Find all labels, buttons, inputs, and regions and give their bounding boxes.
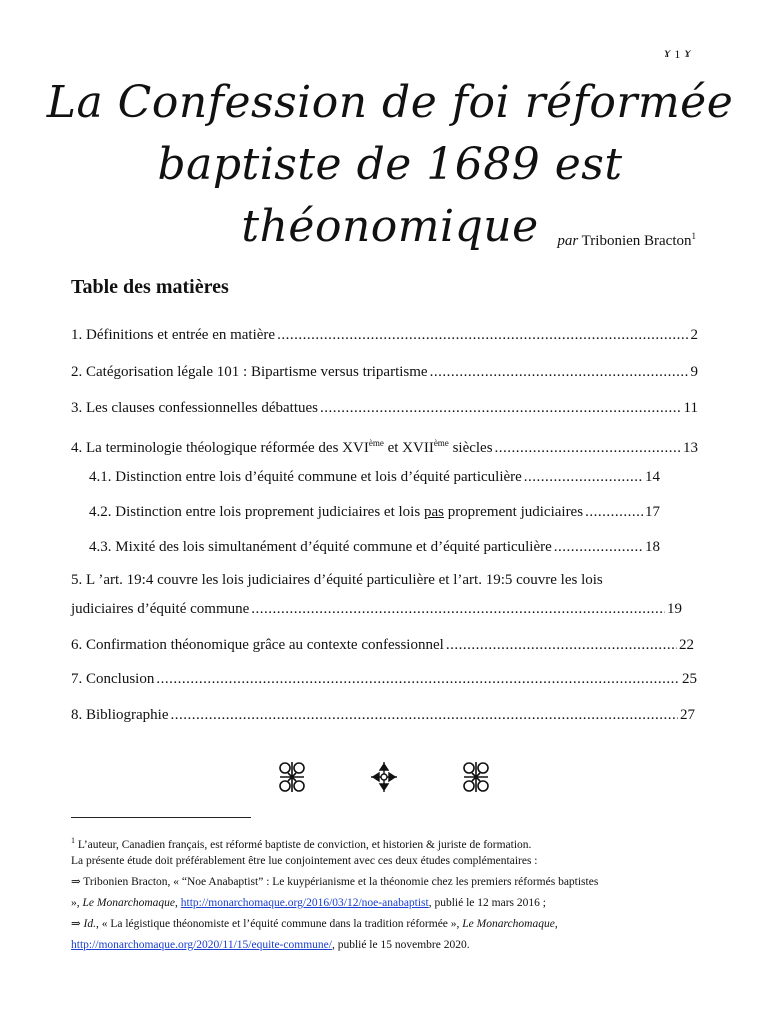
toc-entry-page: 25 (682, 671, 697, 687)
toc-leader (171, 705, 679, 725)
toc-leader (277, 325, 688, 345)
footnote-line (71, 935, 701, 956)
toc-entry-title: 3. Les clauses confessionnelles débattues (71, 400, 319, 416)
toc-title-part: et XVII (383, 440, 434, 456)
toc-leader (554, 537, 643, 557)
title-line-1: La Confession de foi réformée (46, 77, 734, 128)
footnote-text: L’auteur, Canadien français, est réformé baptiste de conviction, et historien & juriste de formation. (75, 838, 532, 851)
footnote-marker: 1 (71, 836, 75, 845)
toc-entry-title: 1. Définitions et entrée en matière (71, 327, 276, 343)
toc-entry-title (89, 502, 583, 522)
toc-entry-title: judiciaires d’équité commune (71, 601, 250, 617)
toc-leader (251, 599, 665, 619)
toc-subentry[interactable] (89, 502, 660, 522)
toc-entry-title (71, 433, 493, 458)
toc-entry[interactable] (71, 433, 698, 458)
footnote-ref[interactable]: 1 (691, 231, 696, 241)
footnote-link[interactable]: http://monarchomaque.org/2020/11/15/equite-commune/ (71, 939, 332, 951)
toc-entry-page: 9 (690, 364, 698, 380)
footnote-separator (71, 817, 251, 818)
toc-entry[interactable] (71, 669, 697, 689)
toc-entry-page: 11 (683, 400, 698, 416)
footnote-text: , publié le 12 mars 2016 ; (428, 897, 546, 909)
footnote-ibid: Id. (83, 918, 96, 930)
fleuron-ornament-icon (276, 758, 308, 796)
toc-entry[interactable] (71, 398, 698, 418)
toc-entry[interactable] (71, 325, 698, 345)
author-line (557, 231, 696, 250)
toc-entry-page: 18 (645, 539, 660, 555)
right-flourish-icon: ɤ (684, 46, 691, 61)
footnote-text: ⇒ (71, 918, 84, 930)
footnote-text: , (175, 897, 181, 909)
toc-superscript: ème (368, 438, 384, 448)
toc-entry-page: 14 (645, 469, 660, 485)
footnote-line (71, 893, 701, 914)
author-name: Tribonien Bracton (581, 233, 692, 249)
left-flourish-icon: ɤ (664, 46, 671, 61)
toc-entry-title: 4.1. Distinction entre lois d’équité commune et lois d’équité particulière (89, 469, 522, 485)
footnote-line (71, 914, 701, 935)
toc-entry[interactable] (71, 362, 698, 382)
toc-entry-title: 6. Confirmation théonomique grâce au contexte confessionnel (71, 637, 444, 653)
toc-heading: Table des matières (71, 276, 229, 298)
title-line-2: baptiste de 1689 est théonomique (157, 139, 623, 252)
toc-entry-page: 13 (683, 440, 698, 456)
toc-entry[interactable] (71, 599, 682, 619)
footnote-link[interactable]: http://monarchomaque.org/2016/03/12/noe-anabaptist (180, 897, 429, 909)
toc-entry-title: 2. Catégorisation légale 101 : Bipartisme versus tripartisme (71, 364, 428, 380)
toc-title-part: proprement judiciaires (443, 504, 584, 520)
page-number (664, 46, 691, 62)
author-prefix: par (557, 233, 579, 249)
toc-entry-title: 7. Conclusion (71, 671, 155, 687)
toc-superscript: ème (433, 438, 449, 448)
toc-entry-first-line[interactable]: 5. L ’art. 19:4 couvre les lois judiciaires d’équité particulière et l’art. 19:5 couvre les lois (71, 572, 603, 588)
footnote-line: La présente étude doit préférablement être lue conjointement avec ces deux études complémentaires : (71, 855, 538, 867)
journal-title: Le Monarchomaque (82, 897, 176, 909)
toc-title-part: siècles (448, 440, 493, 456)
cross-ornament-icon (368, 758, 400, 796)
toc-entry-page: 27 (680, 707, 695, 723)
toc-leader (524, 467, 643, 487)
page-number-value: 1 (674, 46, 681, 61)
toc-leader (430, 362, 689, 382)
footnote-text: , (554, 918, 558, 930)
toc-leader (585, 502, 643, 522)
toc-leader (446, 635, 677, 655)
ornament-row (0, 758, 768, 796)
toc-title-underlined: pas (423, 504, 444, 520)
toc-entry-page: 17 (645, 504, 660, 520)
footnote-text: , « La légistique théonomiste et l’équité commune dans la tradition réformée », (95, 918, 463, 930)
toc-entry-page: 2 (690, 327, 698, 343)
toc-leader (320, 398, 682, 418)
fleuron-ornament-icon (460, 758, 492, 796)
toc-title-part: 4. La terminologie théologique réformée des XVI (71, 440, 369, 456)
toc-entry-page: 22 (679, 637, 694, 653)
toc-subentry[interactable] (89, 467, 660, 487)
footnote-text: », (71, 897, 83, 909)
toc-entry-title: 8. Bibliographie (71, 707, 169, 723)
toc-entry[interactable] (71, 705, 695, 725)
toc-title-part: 4.2. Distinction entre lois proprement judiciaires et lois (89, 504, 424, 520)
toc-entry[interactable] (71, 635, 694, 655)
journal-title: Le Monarchomaque (462, 918, 555, 930)
toc-leader (495, 438, 681, 458)
footnote-line: ⇒ Tribonien Bracton, « “Noe Anabaptist” : Le kuypérianisme et la théonomie chez les premiers réformés baptistes (71, 876, 599, 888)
toc-leader (156, 669, 680, 689)
toc-subentry[interactable] (89, 537, 660, 557)
toc-entry-title: 4.3. Mixité des lois simultanément d’équité commune et d’équité particulière (89, 539, 552, 555)
footnote-text: , publié le 15 novembre 2020. (331, 939, 470, 951)
toc-entry-page: 19 (667, 601, 682, 617)
